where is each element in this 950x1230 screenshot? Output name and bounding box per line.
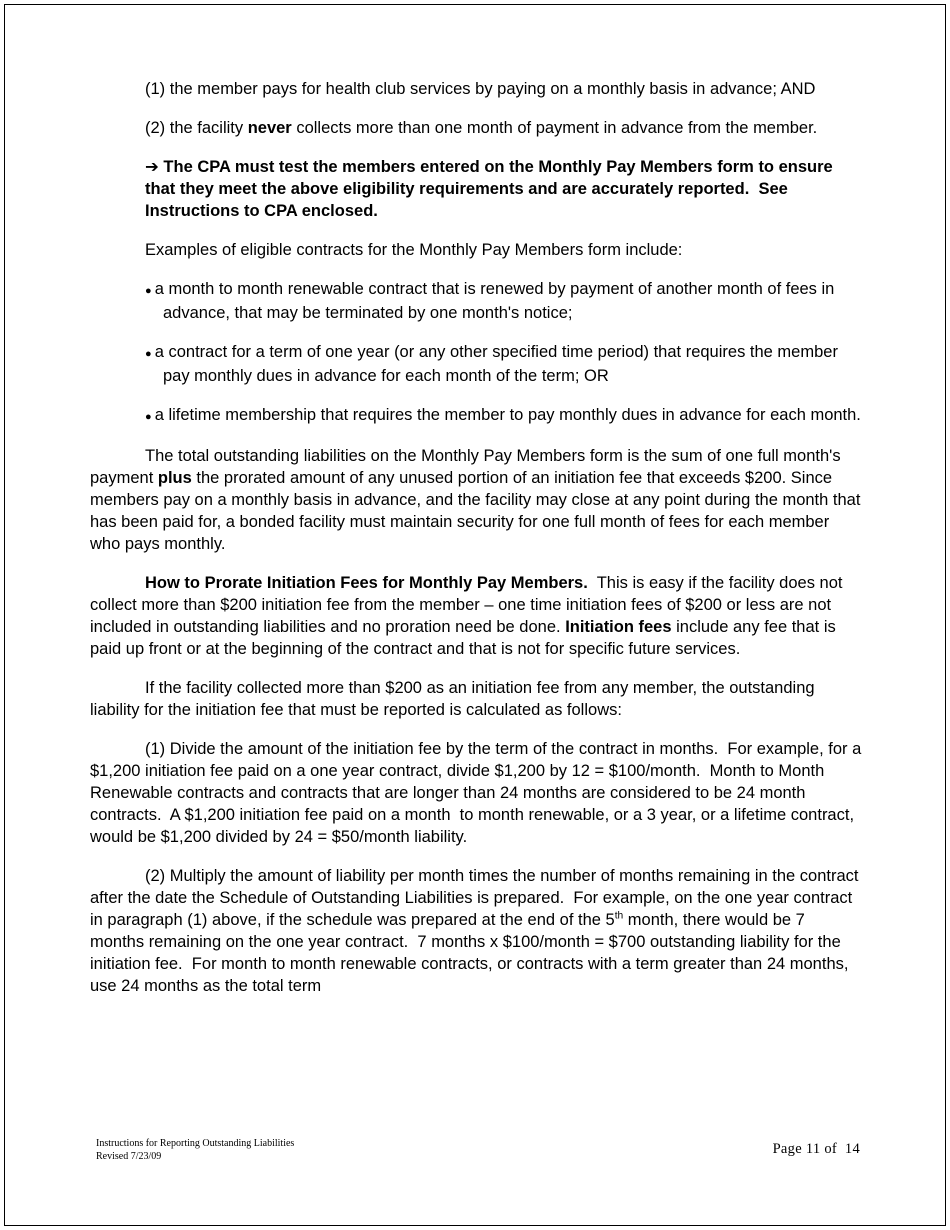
text-segment: (1) Divide the amount of the initiation fee by the term of the contract in months. For example, for a $1,200 initiation fee paid on a one year contract, divide $1,200 by 12 = $100/month. Month to Month Renewable contracts and contracts that are longer than 24 months are considered to be 24 month contracts. A $1,200 initiation fee paid on a month to month renewable, or a 3 year, or a lifetime contract, would be $1,200 divided by 24 = $50/month liability. bbox=[90, 740, 866, 846]
text-segment: plus bbox=[157, 469, 192, 487]
text-segment: the prorated amount of any unused portion of an initiation fee that exceeds $200. Since members pay on a monthly basis in advance, and the facility may close at any point during the month that has been paid for, a bonded facility must maintain security for one full month of fees for each member who pays monthly. bbox=[90, 469, 866, 553]
text-segment: How to Prorate Initiation Fees for Monthly Pay Members. bbox=[145, 574, 588, 592]
eligibility-condition-1 bbox=[145, 78, 862, 100]
step-1-divide-paragraph bbox=[90, 738, 866, 848]
text-segment: (2) Multiply the amount of liability per month times the number of months remaining in the contract after the date the Schedule of Outstanding Liabilities is prepared. For example, on the one year contract in paragraph (1) above, if the schedule was prepared at the end of the 5 bbox=[90, 867, 864, 929]
bullet-icon: ● bbox=[145, 348, 155, 360]
text-segment: month, there would be 7 months remaining on the one year contract. 7 months x $100/month = $700 outstanding liability for the initiation fee. For month to month renewable contracts, or contracts with a term greater than 24 months, use 24 months as the total term bbox=[90, 911, 854, 995]
text-segment: Examples of eligible contracts for the Monthly Pay Members form include: bbox=[145, 241, 683, 259]
example-bullet-1 bbox=[145, 278, 862, 324]
text-segment: a contract for a term of one year (or any other specified time period) that requires the member pay monthly dues in advance for each month of the term; OR bbox=[154, 343, 843, 385]
text-segment: never bbox=[247, 119, 292, 137]
cpa-test-note bbox=[145, 156, 862, 222]
text-segment: (2) the facility bbox=[145, 119, 248, 137]
example-bullet-3 bbox=[145, 404, 862, 428]
text-segment: This is easy if the facility does not collect more than $200 initiation fee from the member – one time initiation fees of $200 or less are not included in outstanding liabilities and no proration need be done. bbox=[90, 574, 848, 636]
footer-revision-date: Revised 7/23/09 bbox=[96, 1150, 162, 1162]
footer-doc-info bbox=[96, 1138, 294, 1163]
page-footer bbox=[96, 1138, 860, 1163]
step-2-multiply-paragraph bbox=[90, 865, 862, 997]
examples-intro bbox=[145, 239, 862, 261]
text-segment: ➔ The CPA must test the members entered on the Monthly Pay Members form to ensure that they meet the above eligibility requirements and are accurately reported. See Instructions to CPA enclosed. bbox=[145, 158, 838, 220]
example-bullet-2 bbox=[145, 341, 862, 387]
text-segment: a month to month renewable contract that is renewed by payment of another month of fees in advance, that may be terminated by one month's notice; bbox=[154, 280, 839, 322]
eligibility-condition-2 bbox=[145, 117, 862, 139]
bullet-icon: ● bbox=[145, 285, 155, 297]
text-segment: The total outstanding liabilities on the Monthly Pay Members form is the sum of one full month's payment bbox=[90, 447, 846, 487]
footer-page-number: Page 11 of 14 bbox=[772, 1141, 860, 1157]
text-segment: Initiation fees bbox=[565, 618, 672, 636]
bullet-icon: ● bbox=[145, 411, 155, 423]
prorate-initiation-fees-paragraph bbox=[90, 572, 862, 660]
text-segment: a lifetime membership that requires the member to pay monthly dues in advance for each month. bbox=[154, 406, 861, 424]
text-segment: If the facility collected more than $200 as an initiation fee from any member, the outstanding liability for the initiation fee that must be reported is calculated as follows: bbox=[90, 679, 820, 719]
footer-title: Instructions for Reporting Outstanding Liabilities bbox=[96, 1138, 295, 1149]
text-segment: collects more than one month of payment in advance from the member. bbox=[291, 119, 818, 137]
document-body bbox=[90, 78, 866, 1014]
text-segment: th bbox=[614, 910, 624, 922]
collected-over-200-paragraph bbox=[90, 677, 862, 721]
total-liabilities-paragraph bbox=[90, 445, 866, 555]
text-segment: (1) the member pays for health club services by paying on a monthly basis in advance; AND bbox=[145, 80, 816, 98]
text-segment: include any fee that is paid up front or at the beginning of the contract and that is not for specific future services. bbox=[90, 618, 841, 658]
